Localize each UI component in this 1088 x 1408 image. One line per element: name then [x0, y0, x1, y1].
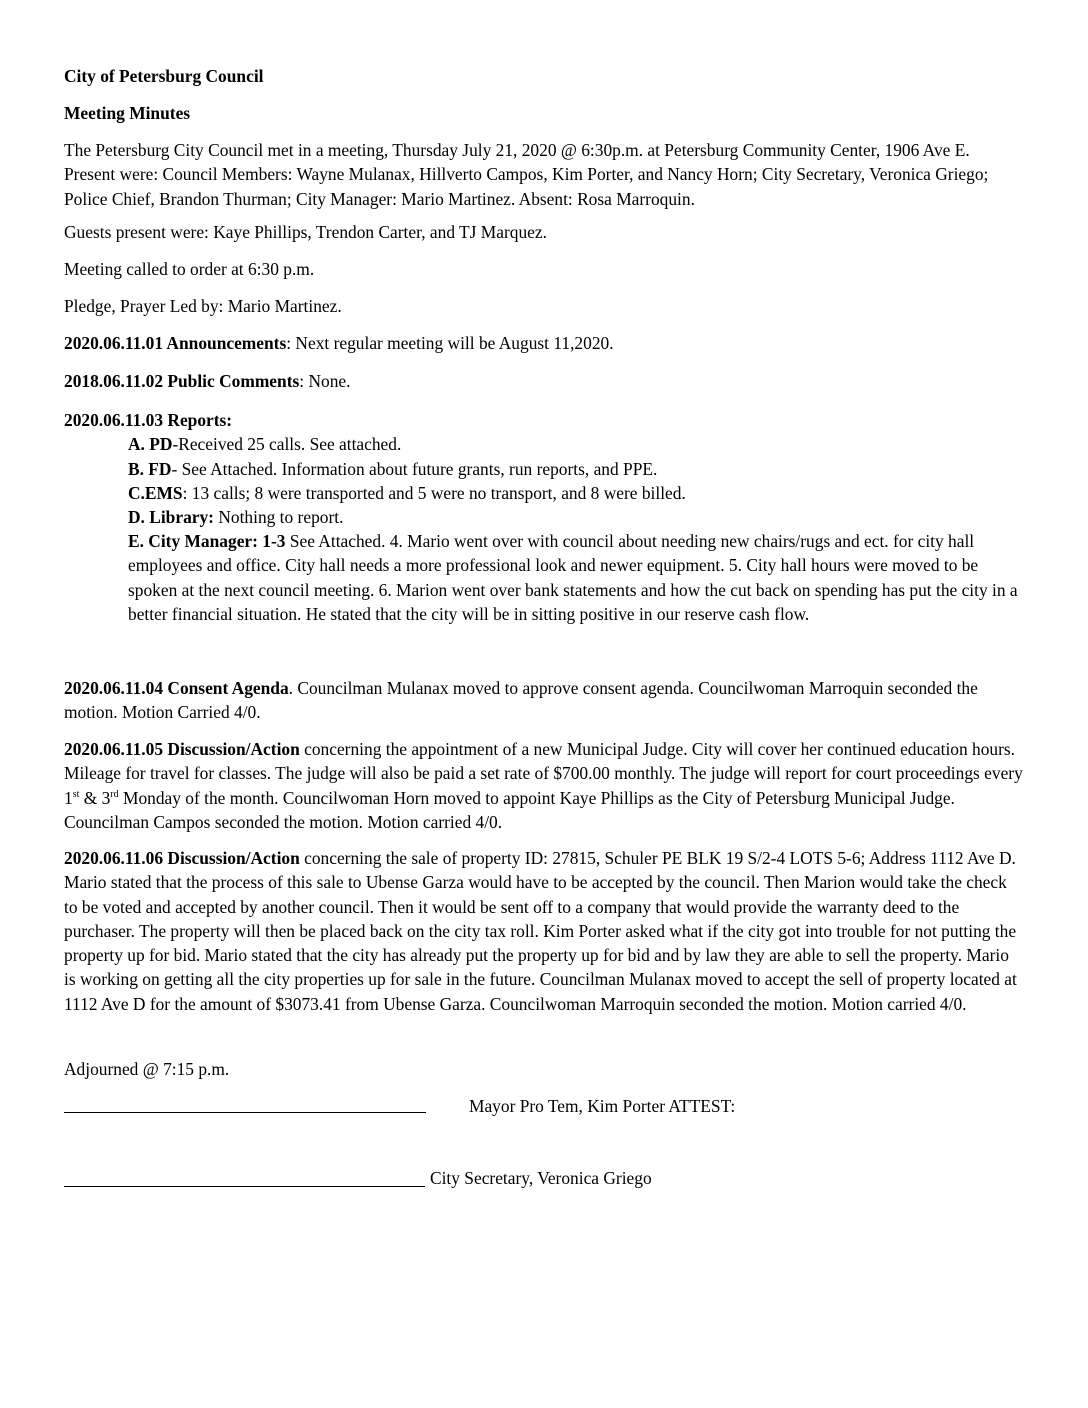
announcements-label: 2020.06.11.01 Announcements: [64, 333, 287, 353]
report-pd: [128, 432, 1024, 456]
announcements-text: : Next regular meeting will be August 11,2020.: [286, 333, 614, 353]
consent-agenda-text: . Councilman Mulanax moved to approve consent agenda. Councilwoman Marroquin seconded the motion. Motion Carried 4/0.: [64, 678, 978, 723]
called-to-order-line: Meeting called to order at 6:30 p.m.: [64, 259, 315, 279]
report-city-manager-label: E. City Manager: 1-3: [128, 531, 286, 551]
report-pd-text: -Received 25 calls. See attached.: [172, 434, 402, 454]
public-comments-text: : None.: [299, 371, 351, 391]
report-fd-label: B. FD: [128, 459, 172, 479]
judge-text-2: & 3: [79, 787, 111, 808]
report-ems-text: : 13 calls; 8 were transported and 5 were no transport, and 8 were billed.: [182, 483, 686, 503]
consent-agenda-label: 2020.06.11.04 Consent Agenda: [64, 678, 289, 698]
report-library-text: Nothing to report.: [213, 507, 344, 527]
secretary-signature-line: [64, 1186, 425, 1187]
public-comments-label: 2018.06.11.02 Public Comments: [64, 371, 300, 391]
property-text: concerning the sale of property ID: 27815, Schuler PE BLK 19 S/2-4 LOTS 5-6; Address 1112 Ave D. Mario stated that the process of this sale to Ubense Garza would have to be accepted by the council. Then Marion would take the check to be voted and accepted by another council. Then it would be sent off to a company that would provide the warranty deed to the purchaser. The property will then be placed back on the city tax roll. Kim Porter asked what if the city got into trouble for not putting the property up for bid. Mario stated that the city has already put the property up for bid and by law they are able to sell the property. Mario is working on getting all the city properties up for sale in the future. Councilman Mulanax moved to accept the sell of property located at 1112 Ave D for the amount of $3073.41 from Ubense Garza. Councilwoman Marroquin seconded the motion. Motion carried 4/0.: [64, 848, 1017, 1014]
judge-item: [64, 737, 1024, 834]
public-comments-item: [64, 369, 1024, 393]
judge-label: 2020.06.11.05 Discussion/Action: [64, 739, 300, 759]
judge-sup-2: rd: [110, 788, 119, 800]
judge-text-1: concerning the appointment of a new Municipal Judge. City will cover her continued education hours. Mileage for travel for classes. The judge will also be paid a set rate of $700.00 monthly. The judge will report for court proceedings every 1: [64, 739, 1023, 808]
report-ems: [128, 481, 1024, 505]
document-subtitle: Meeting Minutes: [64, 103, 191, 123]
judge-sup-1: st: [72, 788, 80, 800]
property-item: [64, 846, 1024, 1016]
mayor-signature-label: Mayor Pro Tem, Kim Porter ATTEST:: [469, 1096, 736, 1116]
pledge-line: Pledge, Prayer Led by: Mario Martinez.: [64, 296, 342, 316]
consent-agenda-item: [64, 676, 1024, 725]
intro-paragraph: The Petersburg City Council met in a meeting, Thursday July 21, 2020 @ 6:30p.m. at Petersburg Community Center, 1906 Ave E. Present were: Council Members: Wayne Mulanax, Hillverto Campos, Kim Porter, and Nancy Horn; City Secretary, Veronica Griego; Police Chief, Brandon Thurman; City Manager: Mario Martinez. Absent: Rosa Marroquin.: [64, 140, 989, 209]
report-fd-text: - See Attached. Information about future grants, run reports, and PPE.: [171, 459, 658, 479]
report-city-manager: [128, 529, 1024, 626]
adjourned-line: Adjourned @ 7:15 p.m.: [64, 1059, 230, 1079]
report-fd: [128, 457, 1024, 481]
report-library: [128, 505, 1024, 529]
mayor-signature-line: [64, 1112, 426, 1113]
property-label: 2020.06.11.06 Discussion/Action: [64, 848, 300, 868]
report-pd-label: A. PD: [128, 434, 173, 454]
reports-heading: 2020.06.11.03 Reports:: [64, 410, 233, 430]
report-library-label: D. Library:: [128, 507, 214, 527]
document-title: City of Petersburg Council: [64, 66, 264, 86]
guests-line: Guests present were: Kaye Phillips, Trendon Carter, and TJ Marquez.: [64, 222, 547, 242]
report-ems-label: C.EMS: [128, 483, 183, 503]
judge-text-3: Monday of the month. Councilwoman Horn moved to appoint Kaye Phillips as the City of Petersburg Municipal Judge. Councilman Campos seconded the motion. Motion carried 4/0.: [64, 787, 955, 832]
announcements-item: [64, 331, 1024, 355]
secretary-signature-label: City Secretary, Veronica Griego: [430, 1168, 652, 1188]
report-city-manager-text: See Attached. 4. Mario went over with council about needing new chairs/rugs and ect. for city hall employees and office. City hall needs a more professional look and newer equipment. 5. City hall hours were moved to be spoken at the next council meeting. 6. Marion went over bank statements and how the cut back on spending has put the city in a better financial situation. He stated that the city will be in sitting positive in our reserve cash flow.: [128, 531, 1018, 624]
